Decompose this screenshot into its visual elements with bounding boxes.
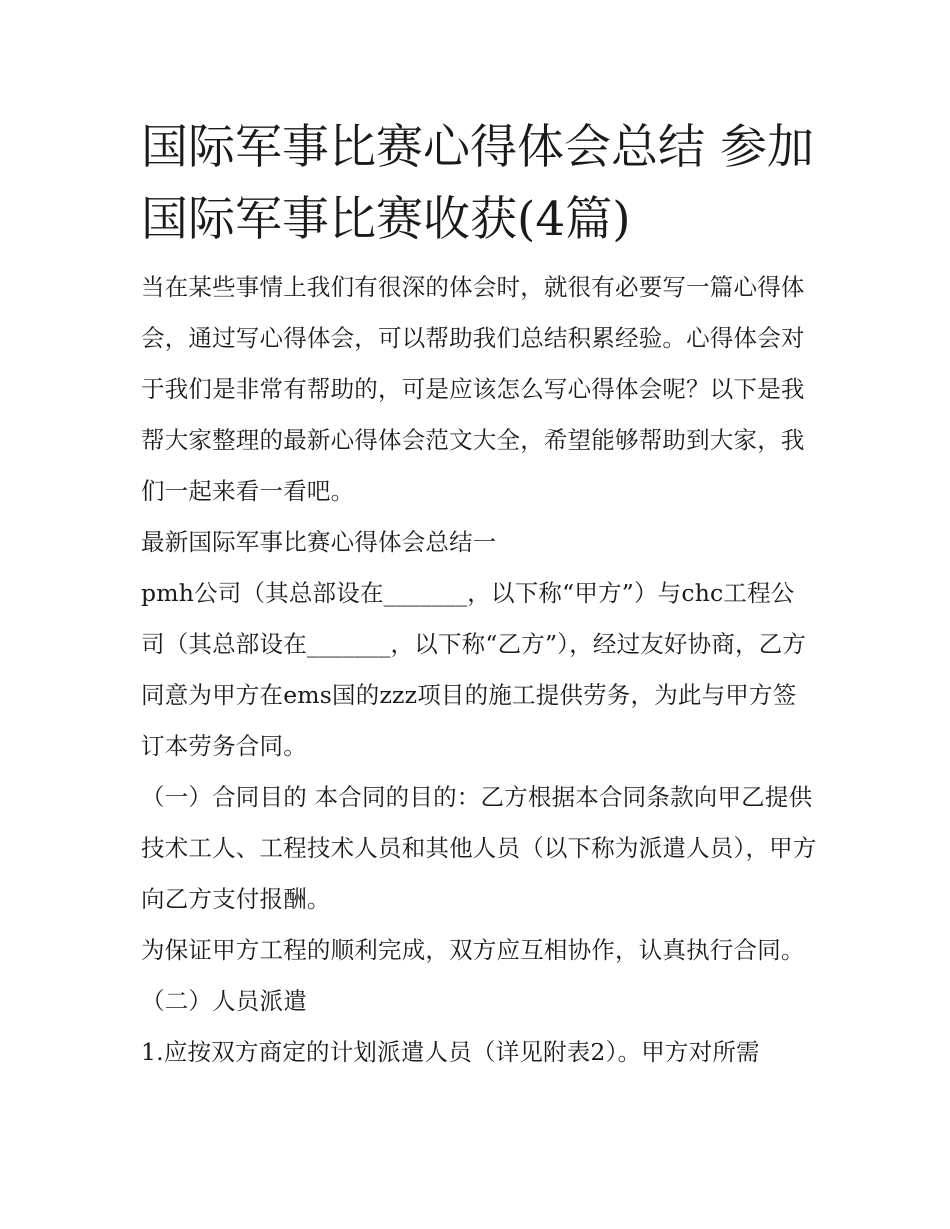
intro-paragraph: 当在某些事情上我们有很深的体会时，就很有必要写一篇心得体会，通过写心得体会，可以帮助我们总结积累经验。心得体会对于我们是非常有帮助的，可是应该怎么写心得体会呢？以下是我帮大家整理的最新心得体会范文大全，希望能够帮助到大家，我们一起来看一看吧。 bbox=[141, 273, 805, 505]
section-heading: 最新国际军事比赛心得体会总结一 bbox=[141, 528, 497, 556]
contract-paragraph: pmh公司（其总部设在_______，以下称“甲方”）与chc工程公司（其总部设在_______，以下称“乙方”），经过友好协商，乙方同意为甲方在ems国的zzz项目的施工提供劳务，为此与甲方签订本劳务合同。 bbox=[141, 579, 807, 760]
document-body bbox=[141, 112, 817, 1078]
contract-purpose-paragraph: （一）合同目的 本合同的目的：乙方根据本合同条款向甲乙提供技术工人、工程技术人员和其他人员（以下称为派遣人员），甲方向乙方支付报酬。 bbox=[141, 783, 817, 913]
cooperation-paragraph: 为保证甲方工程的顺利完成，双方应互相协作，认真执行合同。 （二）人员派遣 bbox=[141, 936, 805, 1015]
document-title: 国际军事比赛心得体会总结 参加国际军事比赛收获(4篇) bbox=[141, 120, 814, 247]
dispatch-paragraph: 1.应按双方商定的计划派遣人员（详见附表2）。甲方对所需 bbox=[141, 1038, 760, 1066]
